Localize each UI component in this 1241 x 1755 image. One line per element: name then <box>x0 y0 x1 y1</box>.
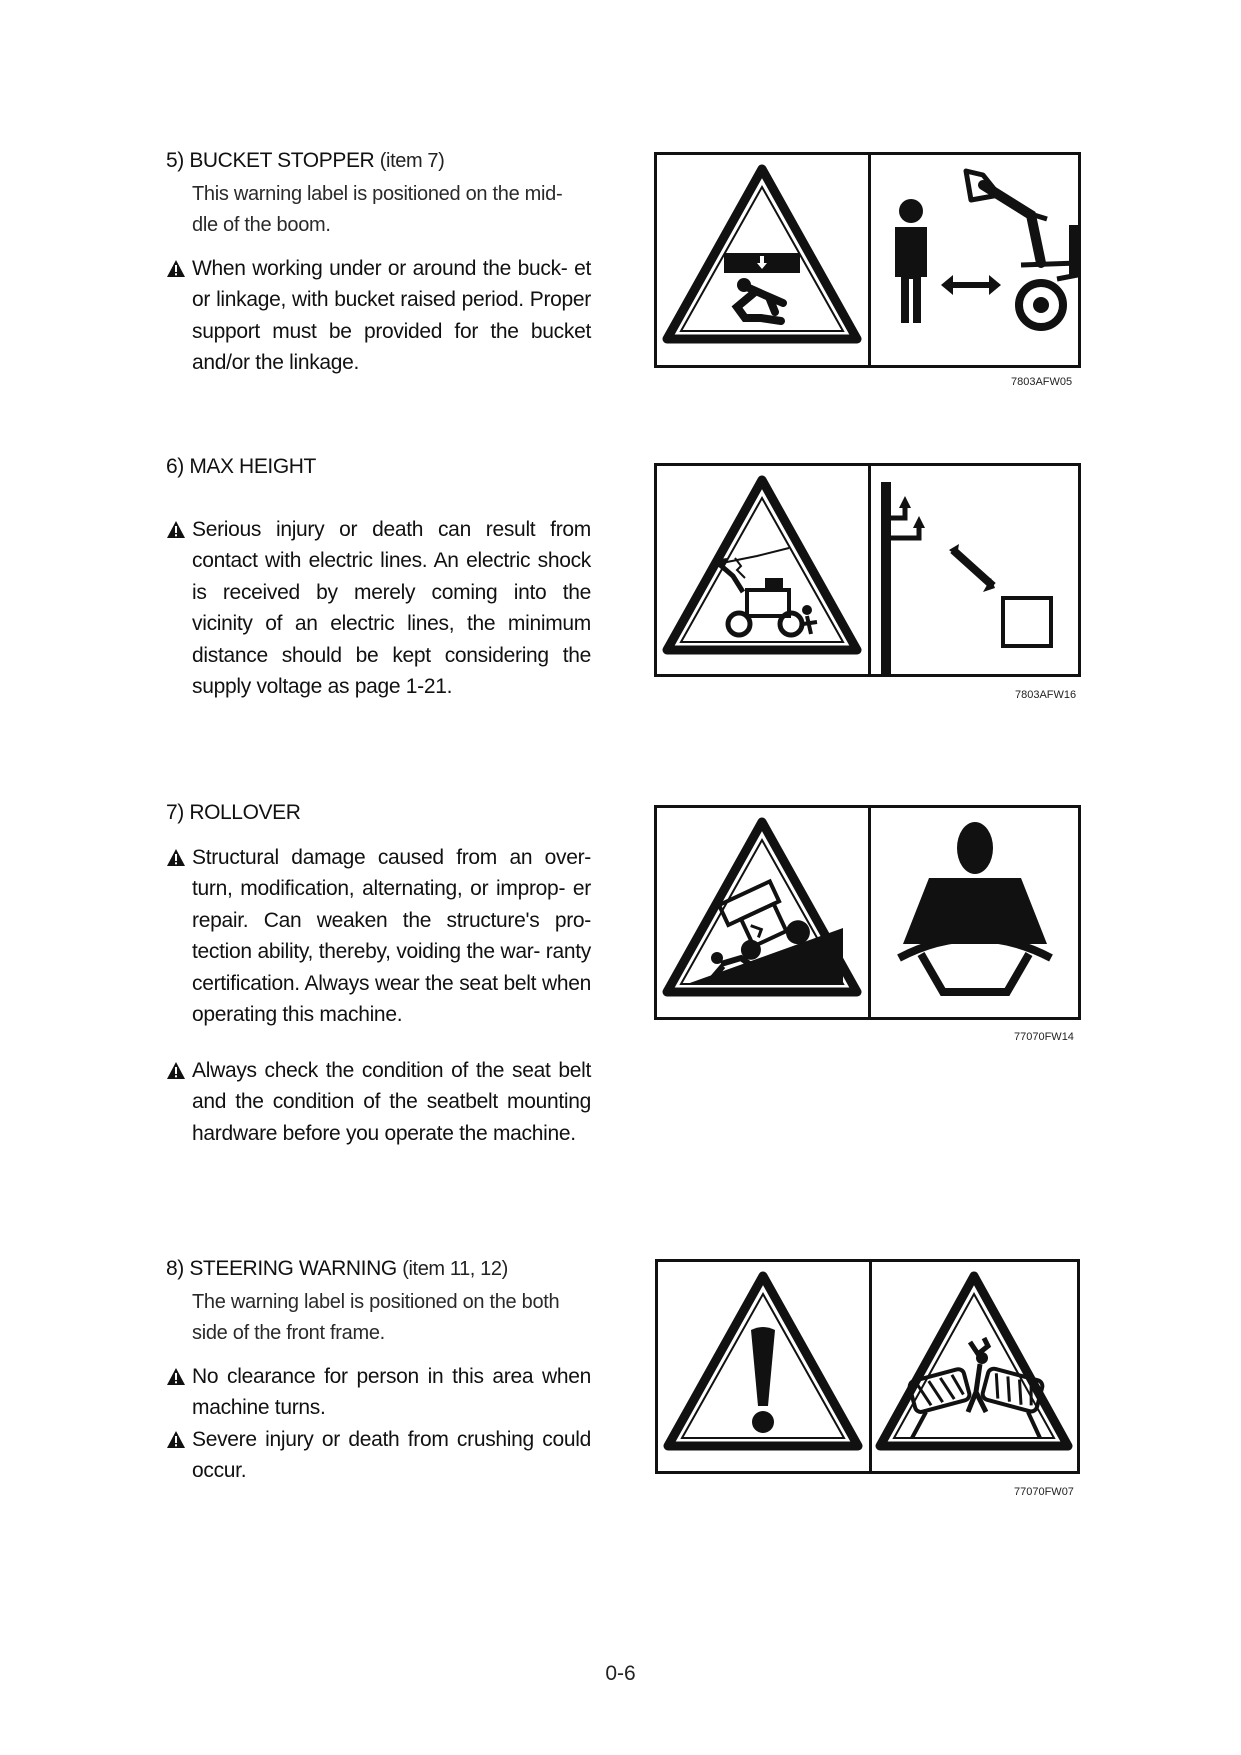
section-heading <box>166 797 591 829</box>
section-description: The warning label is positioned on the both side of the front frame. <box>192 1290 560 1344</box>
crush-hazard-icon <box>872 1262 1077 1471</box>
section-number: 7) <box>166 801 184 824</box>
safety-label-rollover <box>654 805 1081 1020</box>
section-text <box>166 451 591 703</box>
exclamation-warning-icon <box>658 1262 869 1471</box>
section-description: This warning label is positioned on the mid- dle of the boom. <box>192 182 563 236</box>
section-title: MAX HEIGHT <box>189 455 316 478</box>
section-note: (item 11, 12) <box>402 1258 508 1280</box>
falling-load-hazard-icon <box>657 155 868 365</box>
section-title: BUCKET STOPPER <box>189 149 375 172</box>
keep-distance-from-bucket-icon <box>871 155 1078 365</box>
section-text <box>166 1253 591 1487</box>
warning-triangle-icon <box>166 1430 186 1449</box>
power-line-clearance-icon <box>871 466 1078 674</box>
section-title: STEERING WARNING <box>189 1257 397 1280</box>
section-heading <box>166 451 591 483</box>
warning-paragraph: Structural damage caused from an over- turn, modification, alternating, or improp- er repair. Can weaken the structure's pro- tection ability, thereby, voiding the war- ranty certification. Always wear the seat belt when operating this machine. <box>166 842 591 1031</box>
page-number: 0-6 <box>605 1662 636 1685</box>
section-title: ROLLOVER <box>189 801 301 824</box>
warning-triangle-icon <box>166 1367 186 1386</box>
wear-seatbelt-icon <box>871 808 1078 1017</box>
section-text <box>166 797 591 1149</box>
label-code: 77070FW07 <box>1014 1486 1074 1498</box>
section-number: 8) <box>166 1257 184 1280</box>
section-number: 6) <box>166 455 184 478</box>
warning-triangle-icon <box>166 848 186 867</box>
warning-triangle-icon <box>166 1061 186 1080</box>
safety-label-max-height <box>654 463 1081 677</box>
warning-triangle-icon <box>166 520 186 539</box>
section-note: (item 7) <box>379 150 445 172</box>
section-number: 5) <box>166 149 184 172</box>
warning-paragraph: Severe injury or death from crushing could occur. <box>166 1424 591 1487</box>
label-code: 77070FW14 <box>1014 1031 1074 1043</box>
rollover-hazard-icon <box>657 808 868 1017</box>
section-text <box>166 145 591 379</box>
label-code: 7803AFW05 <box>1011 376 1073 388</box>
safety-label-steering-warning <box>655 1259 1080 1474</box>
warning-paragraph: When working under or around the buck- et or linkage, with bucket raised period. Proper support must be provided for the bucket and/or the linkage. <box>166 253 591 379</box>
safety-label-bucket-stopper <box>654 152 1081 368</box>
warning-triangle-icon <box>166 259 186 278</box>
warning-paragraph: Serious injury or death can result from contact with electric lines. An electric shock is received by merely coming into the vicinity of an electric lines, the minimum distance should be kept considering the supply voltage as page 1-21. <box>166 514 591 703</box>
warning-paragraph: No clearance for person in this area when machine turns. <box>166 1361 591 1424</box>
section-heading <box>166 145 591 178</box>
electrocution-hazard-icon <box>657 466 868 674</box>
section-heading <box>166 1253 591 1286</box>
warning-paragraph: Always check the condition of the seat belt and the condition of the seatbelt mounting hardware before you operate the machine. <box>166 1055 591 1150</box>
label-code: 7803AFW16 <box>1015 689 1077 701</box>
